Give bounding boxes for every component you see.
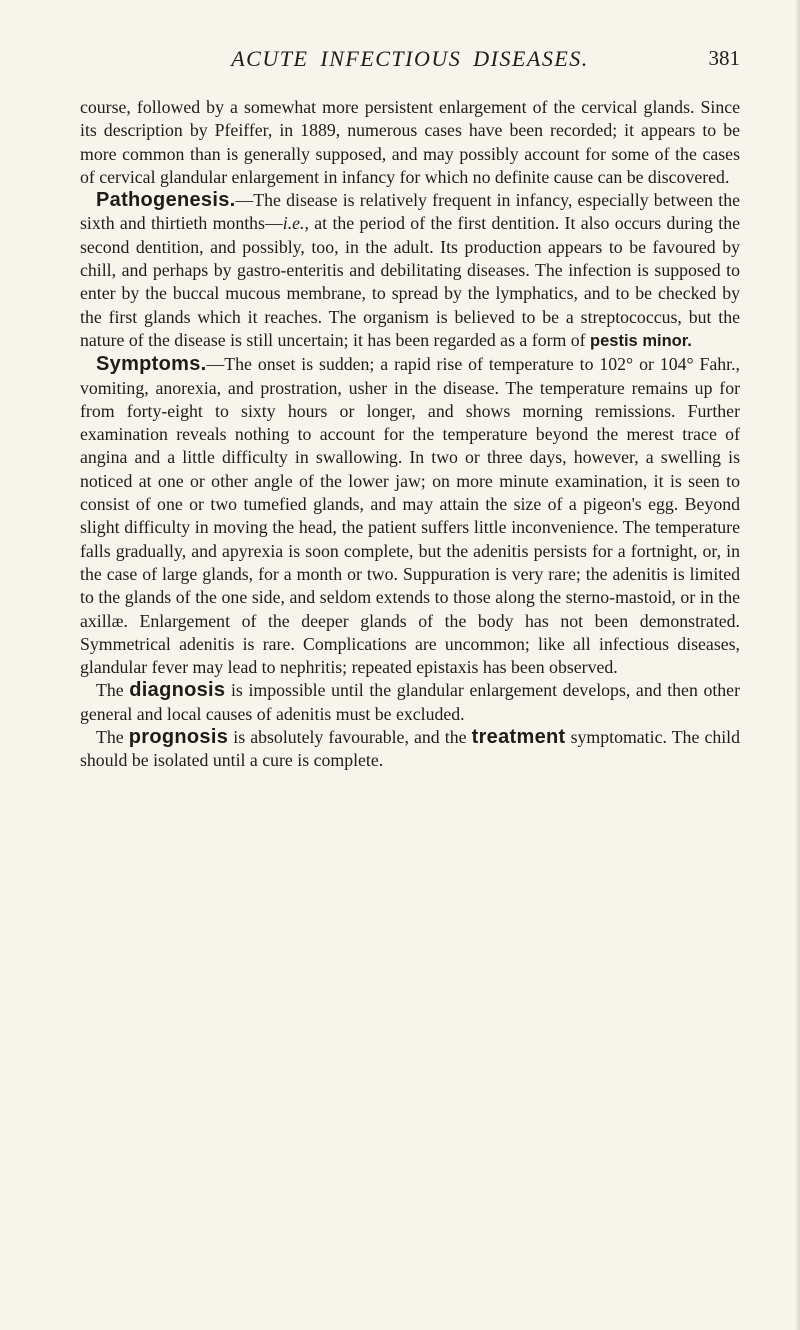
paragraph-text: —The onset is sudden; a rapid rise of temperature to 102° or 104° Fahr., vomiting, anorexia, and prostration, usher in the disease. The temperature remains up for from forty-eight to sixty hours or longer, and shows morning remissions. Further examination reveals nothing to account for the temperature beyond the merest trace of angina and a little difficulty in swallowing. In two or three days, however, a swelling is noticed at one or other angle of the lower jaw; on more minute examination, it is seen to consist of one or two tumefied glands, and may attain the size of a pigeon's egg. Beyond slight difficulty in moving the head, the patient suffers little inconvenience. The temperature falls gradually, and apyrexia is soon complete, but the adenitis persists for a fortnight, or, in the case of large glands, for a month or two. Suppuration is very rare; the adenitis is limited to the glands of the one side, and seldom extends to those along the sterno-mastoid, or in the axillæ. Enlargement of the deeper glands of the body has not been demonstrated. Symmetrical adenitis is rare. Complications are uncommon; like all infectious diseases, glandular fever may lead to nephritis; repeated epistaxis has been observed. <box>80 354 740 678</box>
section-heading-treatment: treatment <box>471 726 566 749</box>
page-header <box>80 46 740 78</box>
running-head: ACUTE INFECTIOUS DISEASES. <box>231 46 589 71</box>
paragraph-text: is impossible until the glandular enlargement develops, and then other general and local causes of adenitis must be excluded. <box>80 680 741 724</box>
term-pestis-minor: pestis minor. <box>590 331 692 350</box>
section-heading-prognosis: prognosis <box>128 726 229 749</box>
paragraph-text: The <box>96 727 129 748</box>
body-text <box>80 96 740 773</box>
abbreviation-ie: i.e. <box>282 213 305 234</box>
section-heading-symptoms: Symptoms. <box>96 353 207 376</box>
paragraph-text: —The disease is relatively frequent in infancy, especially between the sixth and thirtieth months— <box>80 190 740 234</box>
paragraph-text: course, followed by a somewhat more persistent enlargement of the cervical glands. Since its description by Pfeiffer, in 1889, numerous cases have been recorded; it appears to be more common than is generally supposed, and may possibly account for some of the cases of cervical glandular enlargement in infancy for which no definite cause can be discovered. <box>80 97 740 187</box>
section-heading-pathogenesis: Pathogenesis. <box>96 189 236 212</box>
page-number: 381 <box>708 46 740 70</box>
section-heading-diagnosis: diagnosis <box>129 679 226 702</box>
paragraph-pathogenesis <box>80 189 740 353</box>
paragraph-text: , at the period of the first dentition. It also occurs during the second dentition, and possibly, too, in the adult. Its production appears to be favoured by chill, and perhaps by gastro-enteritis and debilitating diseases. The infection is supposed to enter by the buccal mucous membrane, to spread by the lymphatics, and to be checked by the first glands which it reaches. The organism is believed to be a streptococcus, but the nature of the disease is still uncertain; it has been regarded as a form of <box>80 213 741 350</box>
paragraph-text: symptomatic. The child should be isolated until a cure is complete. <box>80 727 741 771</box>
page-edge-shadow <box>796 0 800 1330</box>
paragraph-text: is absolutely favourable, and the <box>228 727 472 748</box>
paragraph-diagnosis <box>80 679 740 726</box>
paragraph-symptoms <box>80 353 740 679</box>
paragraph-continuation <box>80 96 740 189</box>
paragraph-text: The <box>96 680 130 701</box>
paragraph-prognosis <box>80 726 740 773</box>
